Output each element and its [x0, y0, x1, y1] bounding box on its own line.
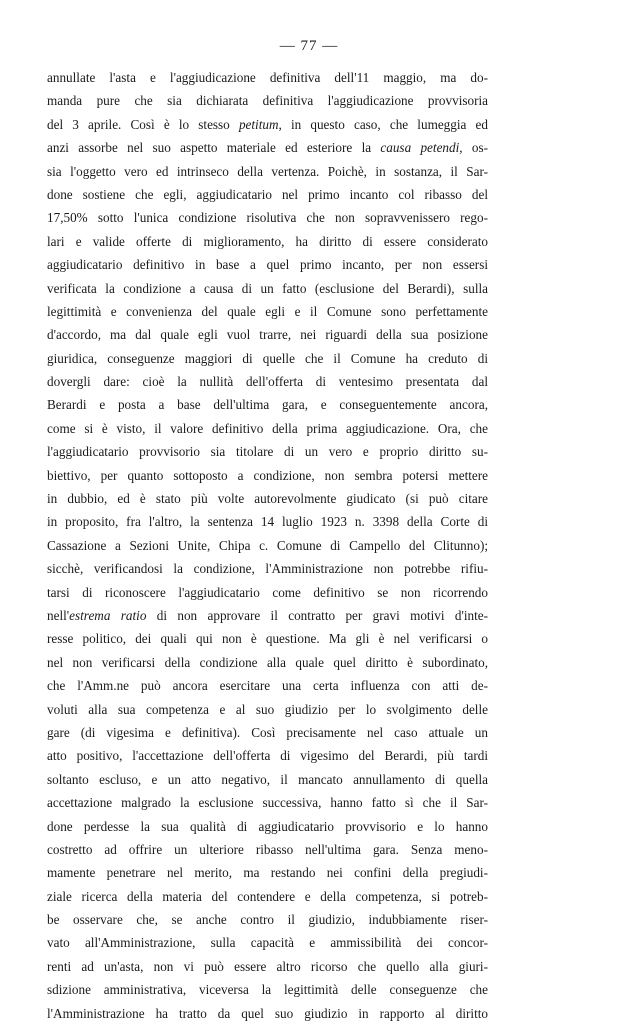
text-line	[47, 510, 488, 533]
text-segment: 17,50% sotto l'unica condizione risolutiva che non sopravvenissero rego-	[47, 210, 488, 226]
text-line	[47, 931, 488, 954]
text-segment: tarsi di riconoscere l'aggiudicatario come definitivo se non ricorrendo	[47, 584, 488, 600]
text-line	[47, 66, 488, 89]
text-segment: renti ad un'asta, non vi può essere altro ricorso che quello alla giuri-	[47, 958, 488, 974]
italic-text-segment: estrema ratio	[69, 607, 147, 623]
text-segment: resse politico, dei quali qui non è questione. Ma gli è nel verificarsi o	[47, 631, 488, 647]
text-segment: sicchè, verificandosi la condizione, l'Amministrazione non potrebbe rifiu-	[47, 561, 488, 577]
text-line	[47, 160, 488, 183]
text-line	[47, 440, 488, 463]
text-segment: in dubbio, ed è stato più volte autorevolmente giudicato (si può citare	[47, 491, 488, 507]
text-segment: dovergli dare: cioè la nullità dell'offerta di ventesimo presentata dal	[47, 374, 488, 390]
text-line	[47, 253, 488, 276]
text-segment: come si è visto, il valore definitivo della prima aggiudicazione. Ora, che	[47, 420, 488, 436]
text-line	[47, 393, 488, 416]
text-line	[47, 698, 488, 721]
text-segment: ziale ricerca della materia del contendere e della competenza, si potreb-	[47, 888, 488, 904]
text-segment: accettazione malgrado la esclusione successiva, hanno fatto sì che il Sar-	[47, 795, 488, 811]
text-segment: aggiudicatario definitivo in base a quel primo incanto, per non essersi	[47, 257, 488, 273]
text-segment: lari e valide offerte di miglioramento, ha diritto di essere considerato	[47, 233, 488, 249]
text-segment: Cassazione a Sezioni Unite, Chipa c. Comune di Campello del Clitunno);	[47, 537, 488, 553]
text-segment: anzi assorbe nel suo aspetto materiale ed esteriore la	[47, 140, 381, 156]
text-segment: annullate l'asta e l'aggiudicazione definitiva dell'11 maggio, ma do-	[47, 70, 488, 85]
text-segment: mamente penetrare nel merito, ma restando nei confini della pregiudi-	[47, 865, 488, 881]
text-segment: nell'	[47, 607, 70, 623]
text-segment: di non approvare il contratto per gravi motivi d'inte-	[146, 607, 488, 623]
italic-text-segment: petitum	[238, 116, 279, 132]
text-segment: atto positivo, l'accettazione dell'offerta di vigesimo del Berardi, più tardi	[47, 748, 488, 764]
page-number: — 77 —	[279, 38, 339, 54]
text-segment: del 3 aprile. Così è lo stesso	[47, 116, 239, 132]
text-segment: d'accordo, ma dal quale egli vuol trarre, nei riguardi della sua posizione	[47, 327, 488, 343]
text-line	[47, 136, 488, 159]
text-segment: done sostiene che egli, aggiudicatario nel primo incanto col ribasso del	[47, 186, 488, 202]
text-line	[47, 557, 488, 580]
text-line	[47, 417, 488, 440]
text-segment: voluti alla sua competenza e al suo giudizio per lo svolgimento delle	[47, 701, 488, 717]
text-line	[47, 323, 488, 346]
text-line	[47, 206, 488, 229]
text-segment: l'aggiudicatario provvisorio sia titolare di un vero e proprio diritto su-	[47, 444, 488, 460]
text-line	[47, 674, 488, 697]
text-line	[47, 885, 488, 908]
text-segment: in proposito, fra l'altro, la sentenza 14 luglio 1923 n. 3398 della Corte di	[47, 514, 488, 530]
text-line	[47, 230, 488, 253]
italic-text-segment: causa petendi	[380, 140, 460, 156]
text-segment: be osservare che, se anche contro il giudizio, indubbiamente riser-	[47, 912, 488, 928]
text-segment: biettivo, per quanto sottoposto a condizione, non sembra potersi mettere	[47, 467, 488, 483]
text-segment: Berardi e posta a base dell'ultima gara, e conseguentemente ancora,	[47, 397, 488, 413]
text-line	[47, 861, 488, 884]
text-segment: sdizione amministrativa, viceversa la legittimità delle conseguenze che	[47, 982, 488, 998]
text-segment: giuridica, conseguenze maggiori di quelle che il Comune ha creduto di	[47, 350, 488, 366]
text-line	[47, 464, 488, 487]
text-segment: sia l'oggetto vero ed intrinseco della vertenza. Poichè, in sostanza, il Sar-	[47, 163, 488, 179]
text-line	[47, 1002, 488, 1025]
text-segment: che l'Amm.ne può ancora esercitare una certa influenza con atti de-	[47, 678, 488, 694]
text-line	[47, 277, 488, 300]
text-line	[47, 370, 488, 393]
text-line	[47, 534, 488, 557]
text-segment: , os-	[459, 140, 488, 156]
text-line	[47, 721, 488, 744]
text-line	[47, 955, 488, 978]
text-line	[47, 89, 488, 112]
text-line	[47, 791, 488, 814]
text-line	[47, 581, 488, 604]
text-line	[47, 627, 488, 650]
text-line	[47, 183, 488, 206]
text-segment: verificata la condizione a causa di un fatto (esclusione del Berardi), sulla	[47, 280, 488, 296]
text-line	[47, 487, 488, 510]
text-line	[47, 978, 488, 1001]
text-line	[47, 347, 488, 370]
text-line	[47, 908, 488, 931]
text-line	[47, 768, 488, 791]
body-text	[47, 66, 488, 1025]
text-line	[47, 744, 488, 767]
text-segment: gare (di vigesima e definitiva). Così precisamente nel caso attuale un	[47, 724, 488, 740]
text-line	[47, 651, 488, 674]
text-segment: nel non verificarsi della condizione alla quale quel diritto è subordinato,	[47, 654, 488, 670]
text-line	[47, 113, 488, 136]
text-segment: vato all'Amministrazione, sulla capacità e ammissibilità dei concor-	[47, 935, 488, 951]
text-segment: soltanto escluso, e un atto negativo, il mancato annullamento di quella	[47, 771, 488, 787]
text-segment: done perdesse la sua qualità di aggiudicatario provvisorio e lo hanno	[47, 818, 488, 834]
text-segment: legittimità e convenienza del quale egli e il Comune sono perfettamente	[47, 303, 488, 319]
text-segment: manda pure che sia dichiarata definitiva l'aggiudicazione provvisoria	[47, 93, 488, 109]
text-line	[47, 838, 488, 861]
text-line	[47, 300, 488, 323]
text-line	[47, 815, 488, 838]
text-segment: l'Amministrazione ha tratto da quel suo giudizio in rapporto al diritto	[47, 1005, 488, 1021]
text-segment: , in questo caso, che lumeggia ed	[278, 116, 488, 132]
text-line	[47, 604, 488, 627]
text-segment: costretto ad offrire un ulteriore ribasso nell'ultima gara. Senza meno-	[47, 841, 488, 857]
